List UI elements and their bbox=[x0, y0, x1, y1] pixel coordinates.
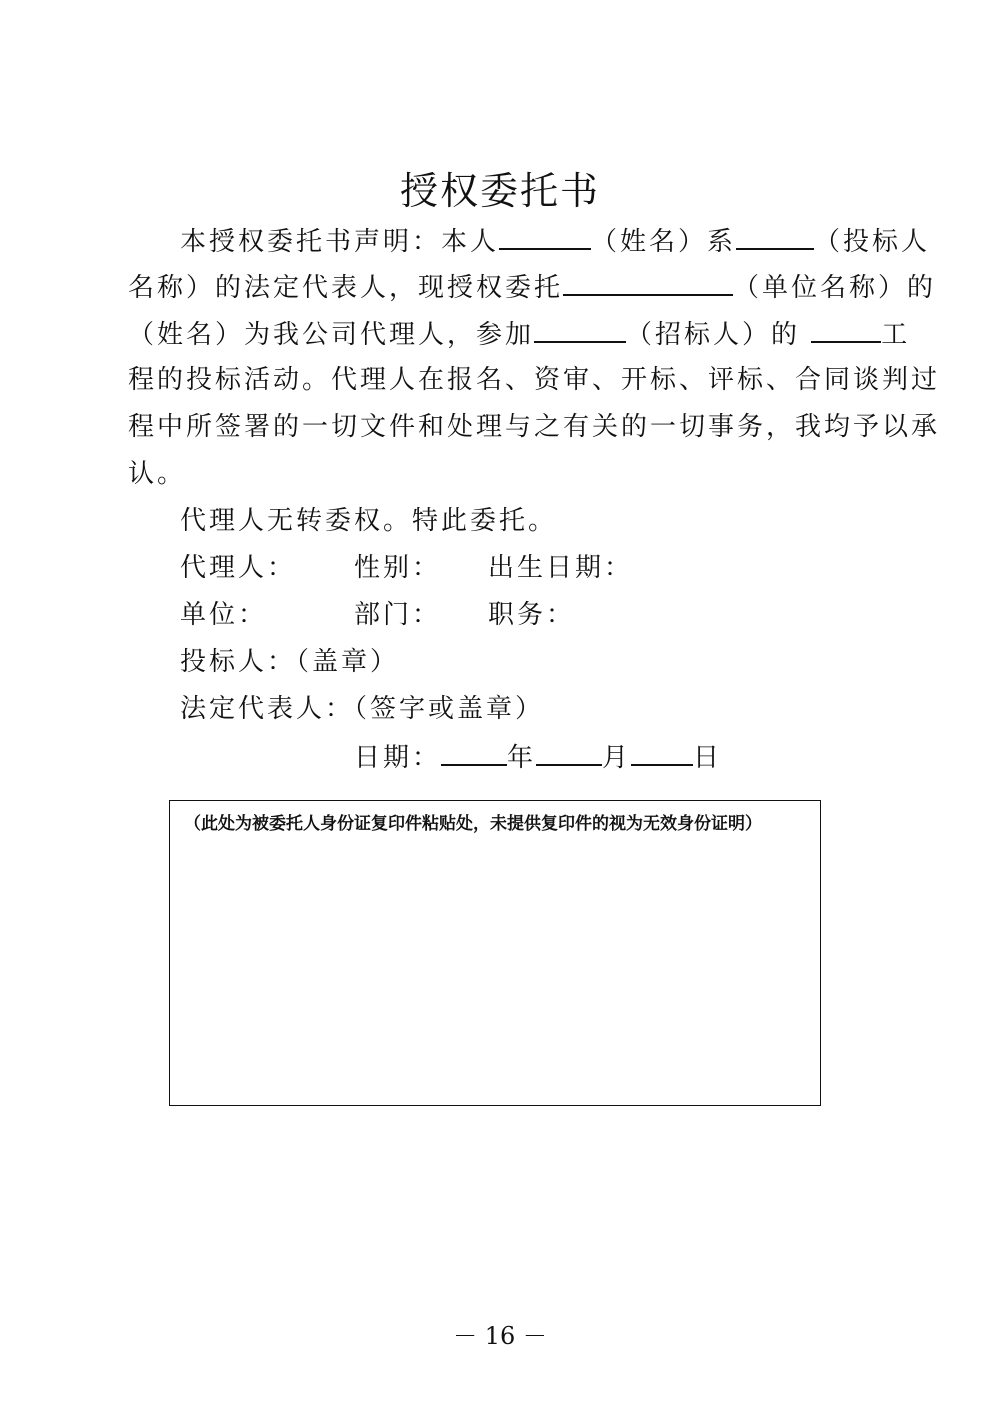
bidder-name-blank[interactable] bbox=[736, 222, 814, 250]
agent-info-row bbox=[180, 550, 780, 586]
day-label: 日 bbox=[693, 743, 723, 773]
no-sub-delegation-statement: 代理人无转委权。特此委托。 bbox=[180, 506, 558, 536]
paragraph-line-5: 程中所签署的一切文件和处理与之有关的一切事务，我均予以承 bbox=[128, 412, 941, 442]
month-label: 月 bbox=[602, 743, 632, 773]
id-box-note: （此处为被委托人身份证复印件粘贴处，未提供复印件的视为无效身份证明） bbox=[184, 814, 762, 834]
year-blank[interactable] bbox=[441, 738, 507, 766]
bidder-label-text: （投标人 bbox=[814, 227, 931, 257]
legal-rep-sign-line: 法定代表人：（签字或盖章） bbox=[180, 694, 545, 724]
paragraph-line-3 bbox=[128, 315, 911, 353]
date-label: 日期： bbox=[354, 743, 442, 773]
project-blank[interactable] bbox=[811, 315, 881, 343]
unit-name-label-text: （单位名称）的 bbox=[733, 273, 937, 303]
paragraph-line-6: 认。 bbox=[128, 459, 187, 489]
birth-date-label: 出生日期： bbox=[488, 553, 634, 583]
id-copy-box bbox=[169, 800, 821, 1106]
year-label: 年 bbox=[507, 743, 537, 773]
paragraph-line-2 bbox=[128, 268, 937, 306]
unit-label: 单位： bbox=[180, 600, 268, 630]
agent-label: 代理人： bbox=[180, 553, 297, 583]
project-suffix-text: 工 bbox=[881, 320, 911, 350]
page-number: － 16 － bbox=[453, 1322, 547, 1350]
name-blank[interactable] bbox=[499, 222, 591, 250]
paragraph-line-1 bbox=[180, 222, 940, 260]
name-label-text: （姓名）系 bbox=[591, 227, 737, 257]
day-blank[interactable] bbox=[631, 738, 693, 766]
tenderer-blank[interactable] bbox=[534, 315, 626, 343]
document-title: 授权委托书 bbox=[399, 169, 600, 213]
bidder-seal-line: 投标人：（盖章） bbox=[180, 647, 400, 677]
position-label: 职务： bbox=[488, 600, 576, 630]
unit-info-row bbox=[180, 597, 780, 633]
declaration-text: 本授权委托书声明：本人 bbox=[180, 227, 500, 257]
date-row bbox=[354, 738, 722, 776]
tenderer-label-text: （招标人）的 bbox=[626, 320, 801, 350]
gender-label: 性别： bbox=[354, 553, 442, 583]
paragraph-line-4: 程的投标活动。代理人在报名、资审、开标、评标、合同谈判过 bbox=[128, 365, 941, 395]
unit-name-blank[interactable] bbox=[563, 268, 733, 296]
department-label: 部门： bbox=[354, 600, 442, 630]
agent-appoint-text: （姓名）为我公司代理人，参加 bbox=[128, 320, 535, 350]
legal-rep-text: 名称）的法定代表人，现授权委托 bbox=[128, 273, 564, 303]
month-blank[interactable] bbox=[536, 738, 602, 766]
